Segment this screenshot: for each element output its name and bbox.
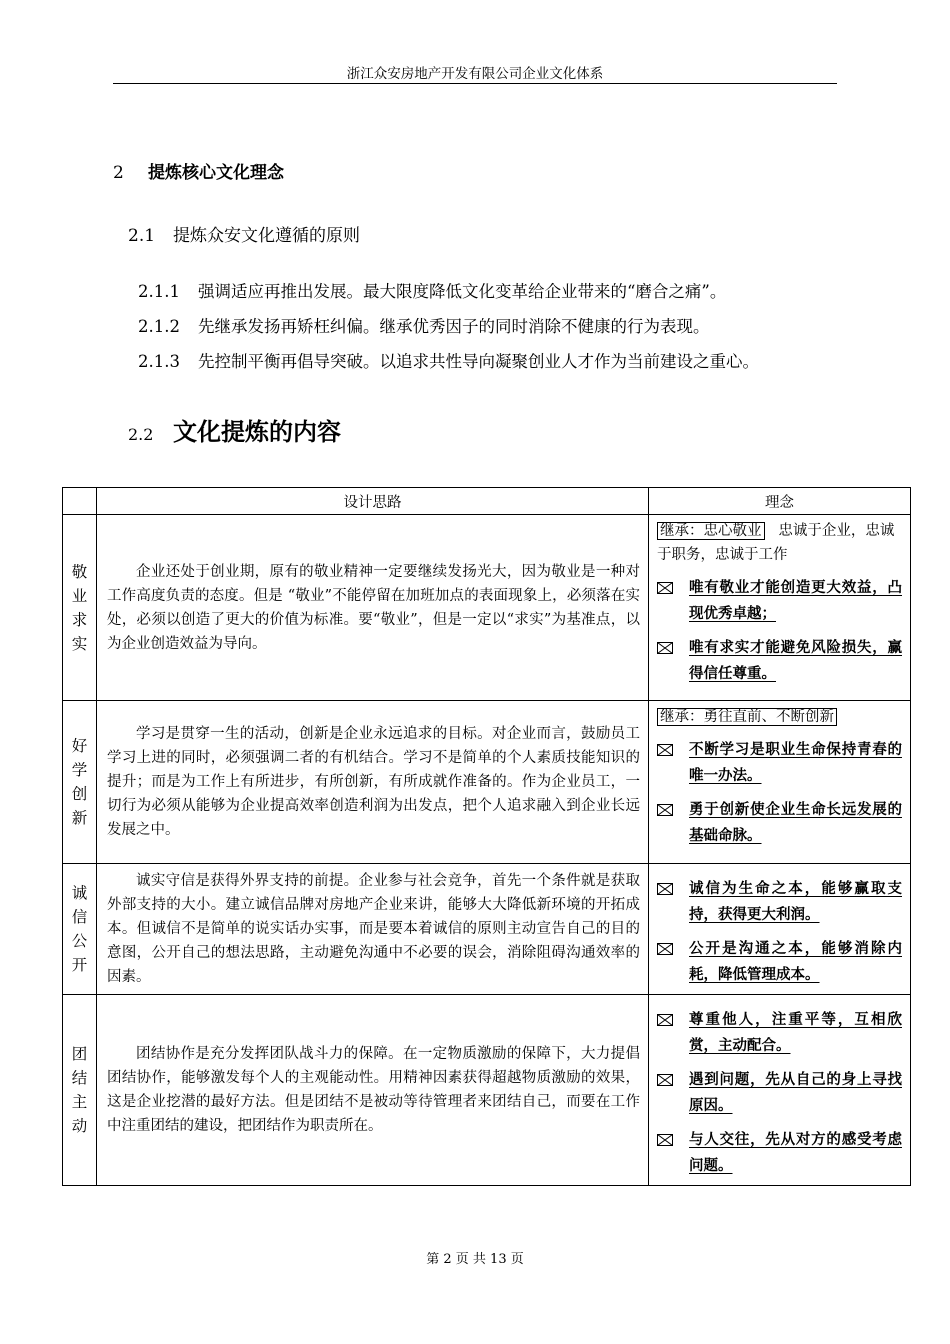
principle-number: 2.1.2 — [138, 317, 180, 336]
concept-cell — [649, 515, 911, 701]
design-cell — [97, 515, 649, 701]
concept-text: 不断学习是职业生命保持青春的唯一办法。 — [689, 741, 902, 784]
section-title: 提炼众安文化遵循的原则 — [173, 226, 360, 246]
table-row — [63, 864, 911, 995]
section-number: 2.2 — [128, 425, 154, 444]
table-row — [63, 515, 911, 701]
concept-text: 公开是沟通之本，能够消除内耗，降低管理成本。 — [689, 940, 902, 983]
inherit-label: 继承：勇往直前、不断创新 — [657, 708, 837, 726]
category-cell — [63, 864, 97, 995]
concept-text: 遇到问题，先从自己的身上寻找原因。 — [689, 1071, 902, 1114]
concept-bullet — [657, 737, 902, 789]
header-design: 设计思路 — [97, 488, 649, 515]
design-cell — [97, 701, 649, 864]
header-divider — [113, 83, 837, 84]
concept-text: 尊重他人，注重平等，互相欣赏，主动配合。 — [689, 1011, 902, 1054]
table-row — [63, 701, 911, 864]
concept-bullet — [657, 1007, 902, 1059]
section-title: 文化提炼的内容 — [173, 417, 341, 446]
category-cell — [63, 515, 97, 701]
principle-text: 先控制平衡再倡导突破。以追求共性导向凝聚创业人才作为当前建设之重心。 — [198, 352, 759, 371]
concept-cell — [649, 995, 911, 1186]
principle-text: 强调适应再推出发展。最大限度降低文化变革给企业带来的“磨合之痛”。 — [198, 282, 727, 301]
inherit-text: 忠诚于企业，忠诚于职务，忠诚于工作 — [657, 523, 895, 563]
envelope-bullet-icon — [657, 635, 689, 661]
header-concept: 理念 — [649, 488, 911, 515]
envelope-bullet-icon — [657, 797, 689, 823]
envelope-bullet-icon — [657, 936, 689, 962]
envelope-bullet-icon — [657, 1007, 689, 1033]
design-text: 学习是贯穿一生的活动，创新是企业永远追求的目标。对企业而言，鼓励员工学习上进的同时，必须强调二者的有机结合。学习不是简单的个人素质技能知识的提升；而是为工作上有所进步，有所创新，有所成就作准备的。作为企业员工，一切行为必须从能够为企业提高效率创造利润为出发点，把个人追求融入到企业长远发展之中。 — [107, 726, 640, 838]
category-label: 好学创新 — [71, 737, 88, 827]
envelope-bullet-icon — [657, 876, 689, 902]
concept-text: 诚信为生命之本，能够赢取支持，获得更大利润。 — [689, 880, 902, 923]
envelope-bullet-icon — [657, 575, 689, 601]
principle-item — [138, 278, 726, 302]
category-label: 敬业求实 — [71, 562, 88, 653]
concept-bullet — [657, 1127, 902, 1179]
table-header-row — [63, 488, 911, 515]
section-2-heading — [113, 158, 284, 183]
concept-bullet — [657, 1067, 902, 1119]
design-cell — [97, 864, 649, 995]
section-number: 2 — [113, 163, 124, 183]
category-cell — [63, 701, 97, 864]
inherit-line — [657, 519, 902, 567]
header-blank — [63, 488, 97, 515]
concept-bullet — [657, 797, 902, 849]
design-cell — [97, 995, 649, 1186]
concept-cell — [649, 864, 911, 995]
section-number: 2.1 — [128, 226, 156, 246]
design-text: 诚实守信是获得外界支持的前提。企业参与社会竞争，首先一个条件就是获取外部支持的大小。建立诚信品牌对房地产企业来讲，能够大大降低新环境的开拓成本。但诚信不是简单的说实话办实事，而是要本着诚信的原则主动宣告自己的目的意图，公开自己的想法思路，主动避免沟通中不必要的误会，消除阻碍沟通效率的因素。 — [107, 873, 640, 985]
concept-text: 唯有求实才能避免风险损失，赢得信任尊重。 — [689, 639, 902, 682]
principle-number: 2.1.3 — [138, 352, 180, 371]
principle-item — [138, 313, 710, 337]
concept-bullet — [657, 575, 902, 627]
envelope-bullet-icon — [657, 1067, 689, 1093]
page-header: 浙江众安房地产开发有限公司企业文化体系 — [346, 66, 604, 82]
principle-item — [138, 348, 759, 372]
concept-bullet — [657, 635, 902, 687]
table-row — [63, 995, 911, 1186]
principle-number: 2.1.1 — [138, 282, 180, 301]
culture-table — [62, 487, 911, 1186]
category-cell — [63, 995, 97, 1186]
section-2-1-heading — [128, 221, 360, 246]
design-text: 团结协作是充分发挥团队战斗力的保障。在一定物质激励的保障下，大力提倡团结协作，能够激发每个人的主观能动性。用精神因素获得超越物质激励的效果，这是企业挖潜的最好方法。但是团结不是被动等待管理者来团结自己，而要在工作中注重团结的建设，把团结作为职责所在。 — [107, 1046, 640, 1134]
concept-bullet — [657, 936, 902, 988]
principle-text: 先继承发扬再矫枉纠偏。继承优秀因子的同时消除不健康的行为表现。 — [198, 317, 710, 336]
design-text: 企业还处于创业期，原有的敬业精神一定要继续发扬光大，因为敬业是一种对工作高度负责的态度。但是 “敬业”不能停留在加班加点的表面现象上，必须落在实处，必须以创造了更大的价值为标准。要“敬业”，但是一定以“求实”为基准点，以为企业创造效益为导向。 — [107, 563, 640, 652]
envelope-bullet-icon — [657, 1127, 689, 1153]
concept-bullet — [657, 876, 902, 928]
concept-cell — [649, 701, 911, 864]
concept-text: 勇于创新使企业生命长远发展的基础命脉。 — [689, 801, 902, 844]
section-title: 提炼核心文化理念 — [148, 163, 284, 183]
concept-text: 唯有敬业才能创造更大效益，凸现优秀卓越； — [689, 579, 902, 622]
page-footer: 第 2 页 共 13 页 — [426, 1252, 524, 1267]
inherit-label: 继承：忠心敬业 — [657, 522, 765, 540]
category-label: 诚信公开 — [71, 884, 88, 974]
inherit-line — [657, 705, 902, 729]
category-label: 团结主动 — [71, 1045, 88, 1135]
section-2-2-heading — [128, 412, 341, 447]
concept-text: 与人交往，先从对方的感受考虑问题。 — [689, 1131, 902, 1174]
envelope-bullet-icon — [657, 737, 689, 763]
